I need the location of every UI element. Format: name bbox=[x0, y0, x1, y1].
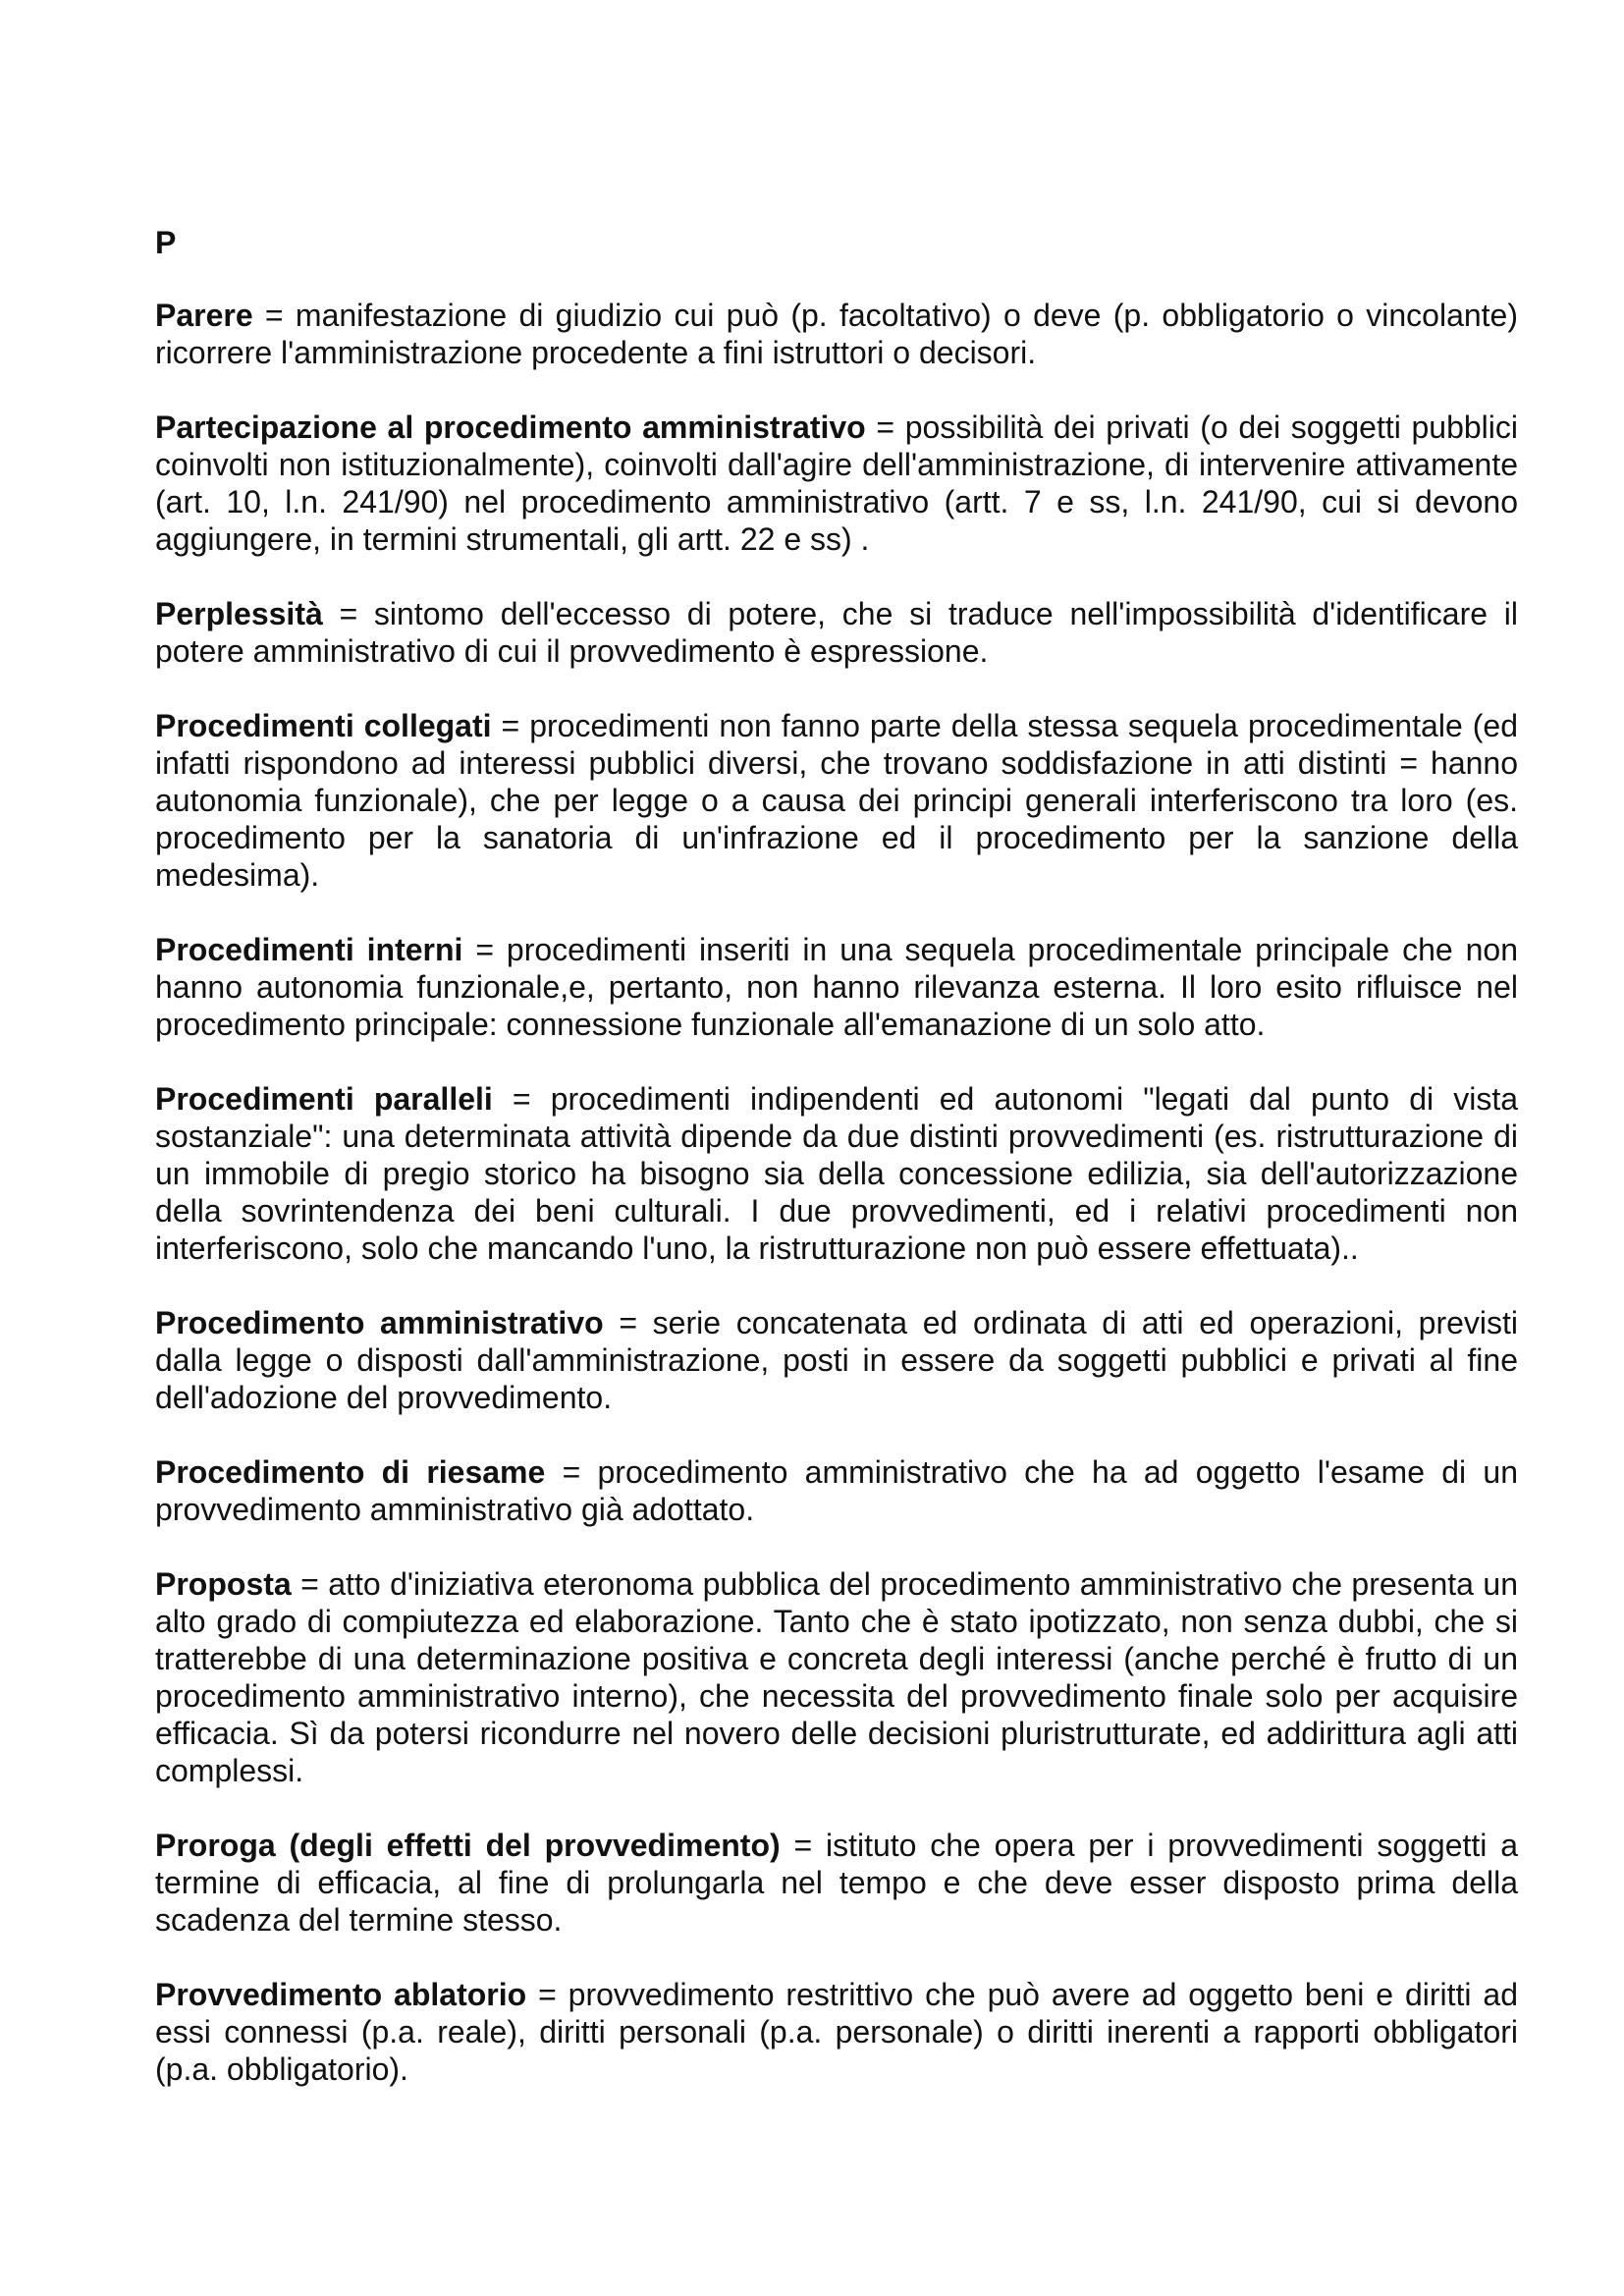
entry-term: Partecipazione al procedimento amministrativo bbox=[155, 410, 866, 445]
glossary-entry bbox=[155, 931, 1518, 1043]
glossary-entry bbox=[155, 707, 1518, 894]
entry-definition: = procedimenti indipendenti ed autonomi "legati dal punto di vista sostanziale": una determinata attività dipende da due distinti provvedimenti (es. ristrutturazione di un immobile di pregio storico ha bisogno sia della concessione edilizia, sia dell'autorizzazione della sovrintendenza dei beni culturali. I due provvedimenti, ed i relativi procedimenti non interferiscono, solo che mancando l'uno, la ristrutturazione non può essere effettuata).. bbox=[155, 1081, 1519, 1266]
glossary-entry bbox=[155, 1827, 1518, 1939]
entry-definition: = procedimenti inseriti in una sequela procedimentale principale che non hanno autonomia funzionale,e, pertanto, non hanno rilevanza esterna. Il loro esito rifluisce nel procedimento principale: connessione funzionale all'emanazione di un solo atto. bbox=[155, 932, 1519, 1042]
entry-definition: = istituto che opera per i provvedimenti soggetti a termine di efficacia, al fine di prolungarla nel tempo e che deve esser disposto prima della scadenza del termine stesso. bbox=[155, 1828, 1518, 1938]
entry-term: Procedimenti paralleli bbox=[155, 1081, 493, 1117]
entry-definition: = procedimenti non fanno parte della stessa sequela procedimentale (ed infatti rispondono ad interessi pubblici diversi, che trovano soddisfazione in atti distinti = hanno autonomia funzionale), che per legge o a causa dei principi generali interferiscono tra loro (es. procedimento per la sanatoria di un'infrazione ed il procedimento per la sanzione della medesima). bbox=[155, 708, 1519, 893]
glossary-entry bbox=[155, 1453, 1518, 1528]
glossary-entry bbox=[155, 297, 1518, 371]
entry-definition: = possibilità dei privati (o dei soggetti pubblici coinvolti non istituzionalmente), coinvolti dall'agire dell'amministrazione, di intervenire attivamente (art. 10, l.n. 241/90) nel procedimento amministrativo (artt. 7 e ss, l.n. 241/90, cui si devono aggiungere, in termini strumentali, gli artt. 22 e ss) . bbox=[155, 410, 1519, 557]
entry-definition: = serie concatenata ed ordinata di atti ed operazioni, previsti dalla legge o disposti dall'amministrazione, posti in essere da soggetti pubblici e privati al fine dell'adozione del provvedimento. bbox=[155, 1305, 1519, 1415]
glossary-entry bbox=[155, 409, 1518, 558]
entry-definition: = atto d'iniziativa eteronoma pubblica del procedimento amministrativo che presenta un alto grado di compiutezza ed elaborazione. Tanto che è stato ipotizzato, non senza dubbi, che si tratterebbe di una determinazione positiva e concreta degli interessi (anche perché è frutto di un procedimento amministrativo interno), che necessita del provvedimento finale solo per acquisire efficacia. Sì da potersi ricondurre nel novero delle decisioni pluristrutturate, ed addirittura agli atti complessi. bbox=[155, 1566, 1518, 1788]
entry-term: Perplessità bbox=[155, 596, 323, 631]
section-letter: P bbox=[155, 225, 177, 260]
entry-definition: = manifestazione di giudizio cui può (p. facoltativo) o deve (p. obbligatorio o vincolante) ricorrere l'amministrazione procedente a fini istruttori o decisori. bbox=[155, 298, 1518, 370]
entry-definition: = procedimento amministrativo che ha ad oggetto l'esame di un provvedimento amministrativo già adottato. bbox=[155, 1454, 1519, 1527]
glossary-entry bbox=[155, 1080, 1518, 1267]
glossary-entry bbox=[155, 595, 1518, 670]
glossary-entry bbox=[155, 1304, 1518, 1416]
entry-term: Parere bbox=[155, 298, 253, 333]
entry-definition: = provvedimento restrittivo che può avere ad oggetto beni e diritti ad essi connessi (p.a. reale), diritti personali (p.a. personale) o diritti inerenti a rapporti obbligatori (p.a. obbligatorio). bbox=[155, 1977, 1519, 2087]
glossary-entry bbox=[155, 1565, 1518, 1789]
entry-term: Procedimenti collegati bbox=[155, 708, 492, 743]
entry-term: Proposta bbox=[155, 1566, 292, 1602]
entry-term: Provvedimento ablatorio bbox=[155, 1977, 527, 2012]
entry-definition: = sintomo dell'eccesso di potere, che si traduce nell'impossibilità d'identificare il potere amministrativo di cui il provvedimento è espressione. bbox=[155, 596, 1518, 669]
entry-term: Procedimenti interni bbox=[155, 932, 463, 967]
glossary-entry bbox=[155, 1976, 1518, 2088]
entry-term: Proroga (degli effetti del provvedimento) bbox=[155, 1828, 781, 1863]
entry-term: Procedimento amministrativo bbox=[155, 1305, 604, 1340]
entry-term: Procedimento di riesame bbox=[155, 1454, 546, 1490]
document-page bbox=[155, 224, 1518, 2125]
